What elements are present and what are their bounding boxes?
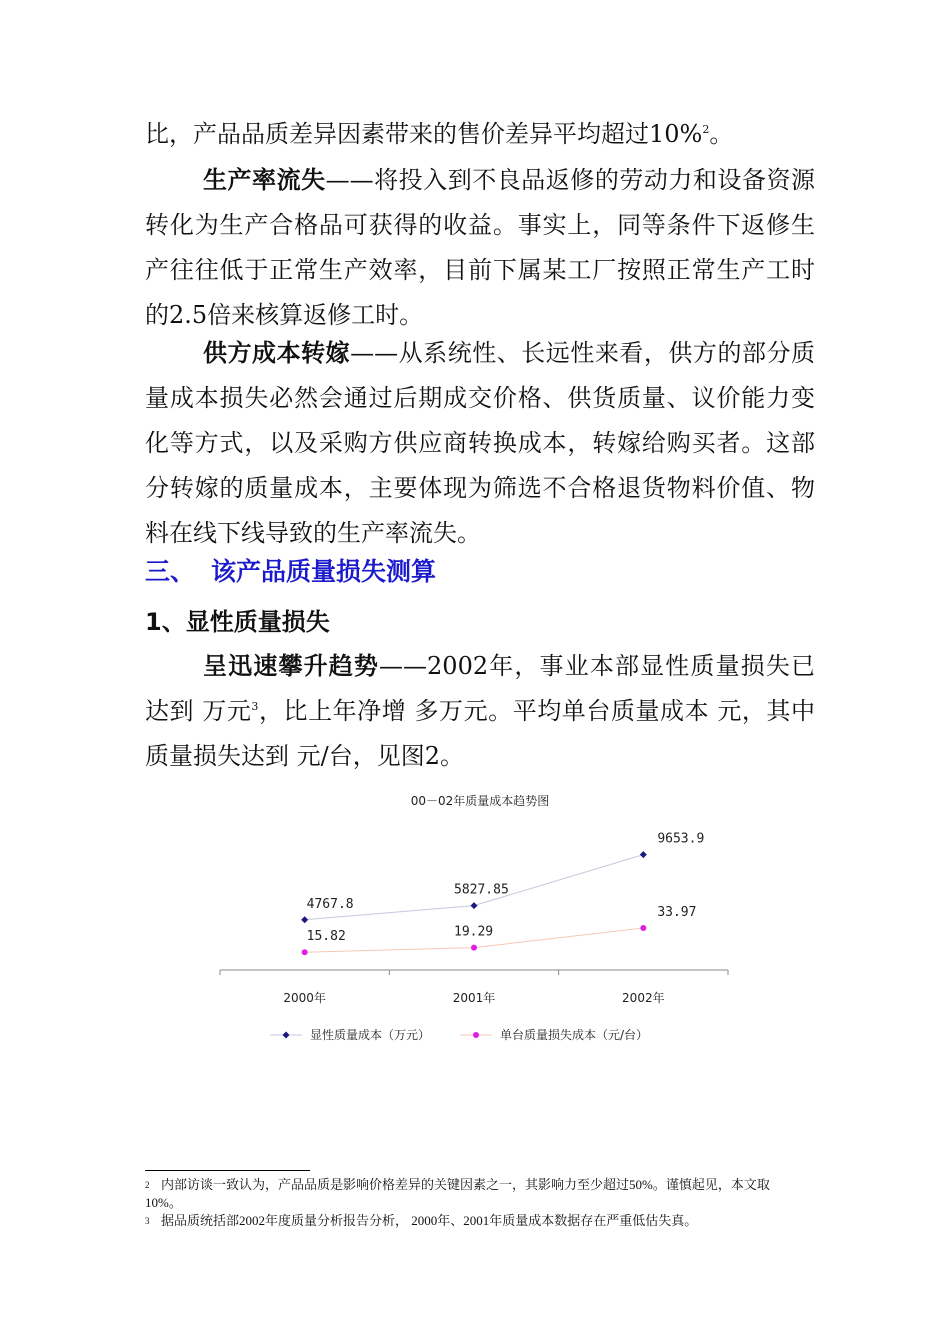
legend-marker <box>283 1032 290 1039</box>
paragraph-price-difference <box>145 112 815 157</box>
paragraph-lead: 呈迅速攀升趋势 <box>203 651 380 680</box>
paragraph-text: ——从系统性、长远性来看，供方的部分质量成本损失必然会通过后期成交价格、供货质量、议价能力变化等方式，以及采购方供应商转换成本，转嫁给购买者。这部分转嫁的质量成本，主要体现为筛选不合格退货物料价值、物料在线下线导致的生产率流失。 <box>145 339 816 547</box>
x-tick-label: 2002年 <box>622 991 665 1005</box>
series-1-point <box>640 851 647 858</box>
data-label: 19.29 <box>454 924 494 940</box>
paragraph-trend <box>145 643 815 779</box>
paragraph-text: ，比上年净增 多万元。平均单台质量成本 元，其中质量损失达到 元/台，见图2。 <box>145 697 815 770</box>
data-label: 15.82 <box>306 929 346 945</box>
section-title: 该产品质量损失测算 <box>211 557 437 586</box>
section-number: 三、 <box>145 557 196 586</box>
paragraph-supplier-cost <box>145 330 815 556</box>
footnote-text: 内部访谈一致认为，产品品质是影响价格差异的关键因素之一，其影响力至少超过50%。谨慎起见，本文取10%。 <box>145 1177 770 1210</box>
legend-marker <box>473 1032 479 1038</box>
footnote-text: 据品质统括部2002年度质量分析报告分析， 2000年、2001年质量成本数据存在严重低估失真。 <box>161 1213 698 1228</box>
data-label: 9653.9 <box>657 831 705 847</box>
series-1-point <box>471 902 478 909</box>
chart-svg <box>200 780 760 1060</box>
footnote-divider <box>145 1170 310 1171</box>
section-heading <box>145 552 436 588</box>
x-tick-label: 2001年 <box>452 991 496 1005</box>
footnote-mark: 3 <box>145 1216 150 1226</box>
paragraph-text: 比，产品品质差异因素带来的售价差异平均超过10% <box>145 120 703 148</box>
quality-cost-chart <box>200 780 760 1060</box>
series-2-point <box>640 925 646 931</box>
series-2-point <box>302 949 308 955</box>
data-label: 5827.85 <box>454 882 509 898</box>
paragraph-lead: 供方成本转嫁 <box>203 338 351 367</box>
footnote-2 <box>145 1176 805 1212</box>
paragraph-productivity-loss <box>145 157 815 338</box>
data-label: 33.97 <box>657 905 697 921</box>
paragraph-text: ——将投入到不良品返修的劳动力和设备资源转化为生产合格品可获得的收益。事实上，同等条件下返修生产往往低于正常生产效率，目前下属某工厂按照正常生产工时的2.5倍来核算返修工时。 <box>145 166 815 329</box>
legend-label: 单台质量损失成本（元/台） <box>500 1028 649 1042</box>
footnote-ref[interactable]: 3 <box>251 700 259 713</box>
x-tick-label: 2000年 <box>283 991 326 1005</box>
subsection-heading: 1、显性质量损失 <box>145 608 330 636</box>
paragraph-text: 。 <box>709 120 734 148</box>
footnote-mark: 2 <box>145 1180 150 1190</box>
paragraph-text: ——2002年，事业本部显性质量损失已达到 万元 <box>145 652 816 725</box>
chart-title: 00－02年质量成本趋势图 <box>410 794 550 808</box>
paragraph-lead: 生产率流失 <box>203 165 326 194</box>
series-2-point <box>471 945 477 951</box>
footnote-3 <box>145 1212 805 1230</box>
data-label: 4767.8 <box>306 896 354 912</box>
footnote-ref[interactable]: 2 <box>702 123 710 136</box>
series-1-point <box>301 916 308 923</box>
legend-label: 显性质量成本（万元） <box>310 1028 431 1042</box>
